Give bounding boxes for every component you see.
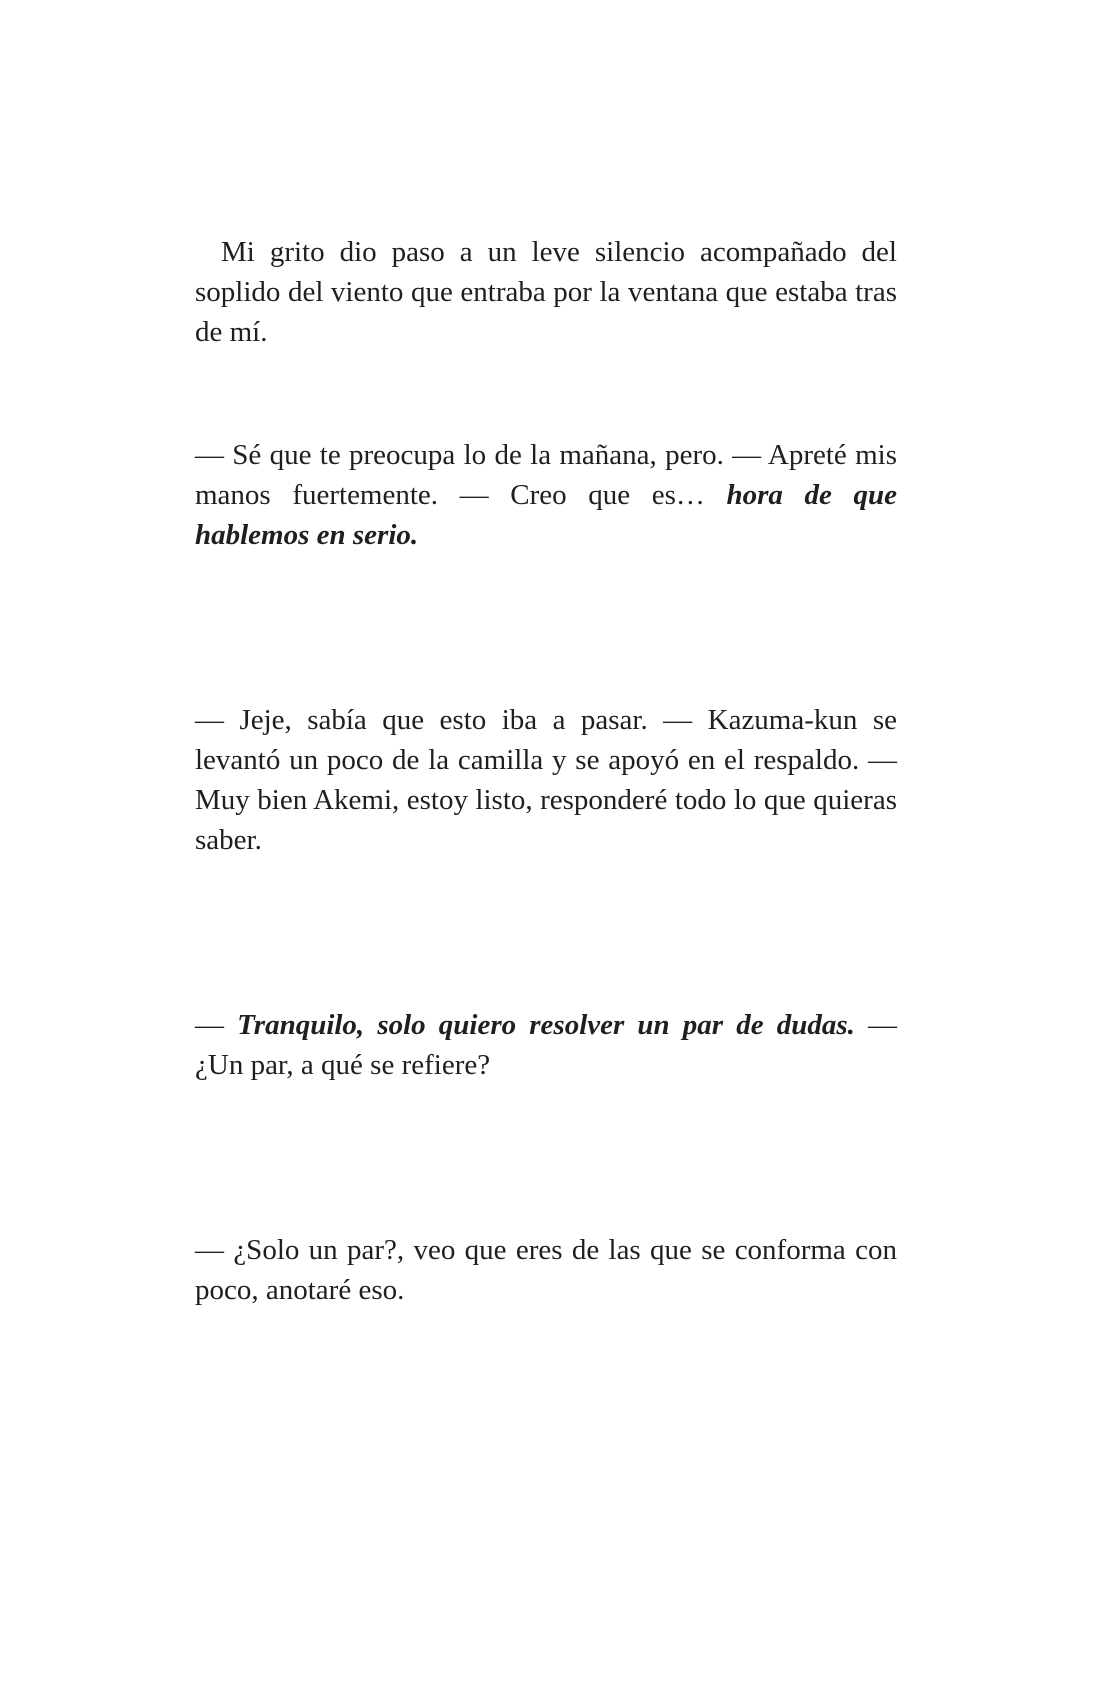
paragraph-2: [195, 435, 897, 555]
paragraph-5: [195, 1230, 897, 1310]
paragraph-3-text: — Jeje, sabía que esto iba a pasar. — Kazuma-kun se levantó un poco de la camilla y se apoyó en el respaldo. — Muy bien Akemi, estoy listo, responderé todo lo que quieras saber.: [195, 704, 897, 856]
paragraph-3: [195, 700, 897, 860]
paragraph-1: [195, 232, 897, 352]
paragraph-4: [195, 1005, 897, 1085]
paragraph-1-text: Mi grito dio paso a un leve silencio acompañado del soplido del viento que entraba por la ventana que estaba tras de mí.: [195, 236, 897, 348]
paragraph-5-text: — ¿Solo un par?, veo que eres de las que se conforma con poco, anotaré eso.: [195, 1234, 897, 1306]
paragraph-4-text: — ¿Un par, a qué se refiere?: [195, 1009, 898, 1081]
paragraph-4-dash: —: [195, 1009, 238, 1041]
paragraph-2-text: — Sé que te preocupa lo de la mañana, pero. — Apreté mis manos fuertemente. — Creo que es…: [195, 439, 897, 511]
paragraph-4-emphasis: Tranquilo, solo quiero resolver un par de dudas.: [237, 1009, 855, 1041]
paragraph-2-emphasis: hora de que hablemos en serio.: [195, 479, 897, 551]
